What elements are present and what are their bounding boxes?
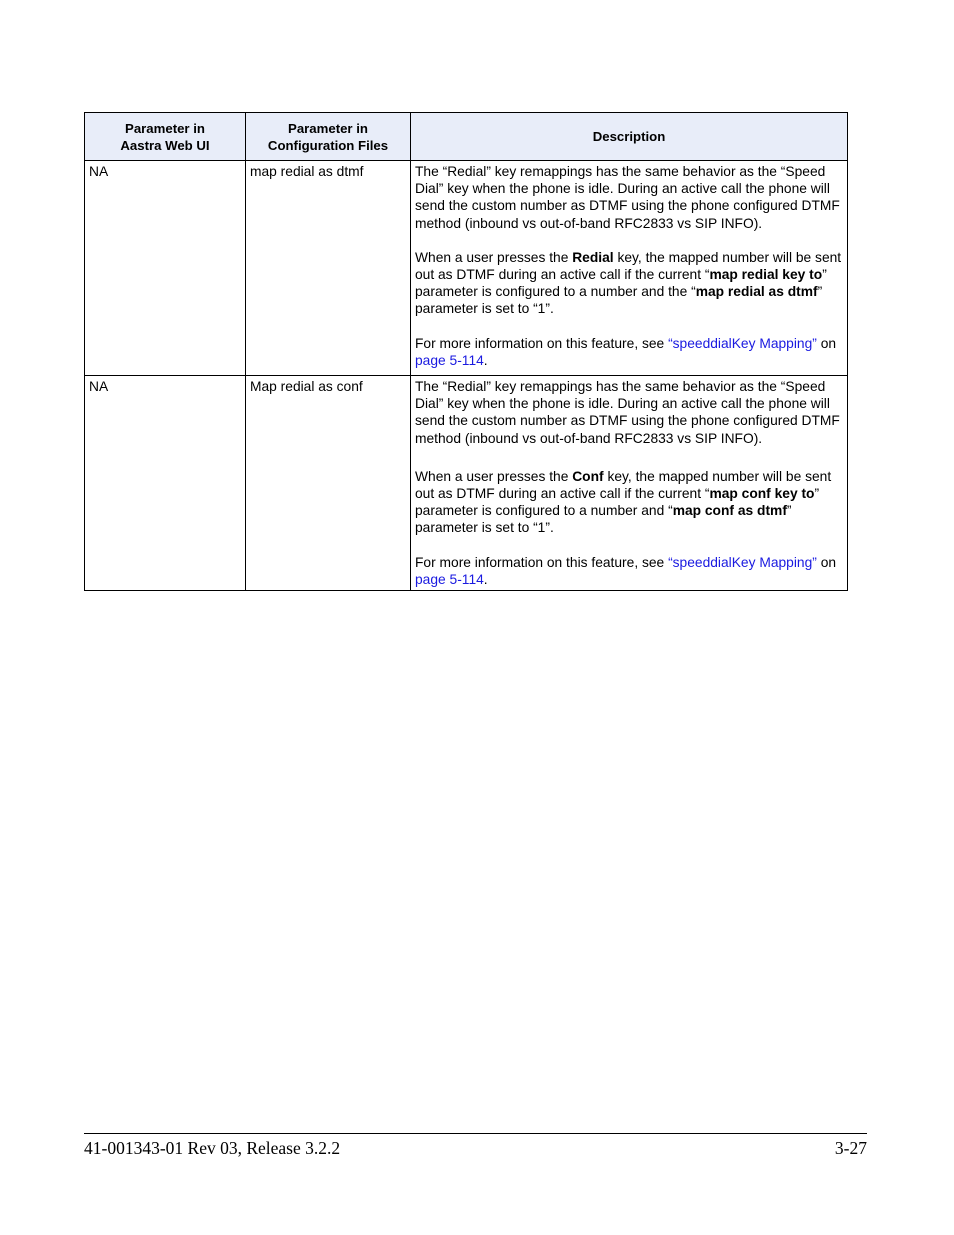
param-name: map redial key to [709,267,823,283]
text-run: key, the mapped number will be sent out as DTMF during an active call if the current “ [415,468,832,502]
param-name: map conf as dtmf [672,503,787,519]
description-paragraph [415,468,843,537]
header-description: Description [411,113,848,161]
table-row [85,161,848,376]
description-paragraph [415,249,843,318]
param-name: map conf key to [709,486,815,502]
header-config-line1: Parameter in [288,120,368,136]
cell-config-param: Map redial as conf [246,376,411,591]
text-run: ” parameter is configured to a number and the “ [415,267,827,300]
description-paragraph [415,335,843,369]
footer-divider [84,1133,867,1134]
text-run: . [483,352,488,368]
table-row [85,376,848,591]
header-config-files [246,113,411,161]
header-web-ui-line2: Aastra Web UI [120,137,210,153]
key-name: Conf [572,468,604,484]
text-run: key, the mapped number will be sent out as DTMF during an active call if the current “ [415,249,842,283]
cell-description [411,376,848,591]
cell-config-param: map redial as dtmf [246,161,411,376]
document-id: 41-001343-01 Rev 03, Release 3.2.2 [84,1138,341,1158]
text-run: When a user presses the [415,249,573,265]
text-run: When a user presses the [415,468,573,484]
cell-web-ui: NA [85,376,246,591]
text-run: on [816,335,837,351]
speeddial-mapping-link[interactable]: “speeddialKey Mapping” [668,554,817,570]
text-run: ” parameter is set to “1”. [415,503,792,536]
description-paragraph [415,554,843,588]
param-name: map redial as dtmf [695,284,818,300]
parameter-table [84,112,848,591]
cell-web-ui: NA [85,161,246,376]
text-run: ” parameter is set to “1”. [415,284,823,317]
description-paragraph: The “Redial” key remappings has the same behavior as the “Speed Dial” key when the phone is idle. During an active call the phone will send the custom number as DTMF using the phone configured DTMF method (inbound vs out-of-band RFC2833 vs SIP INFO). [415,164,840,231]
page-number: 3-27 [834,1138,867,1158]
text-run: For more information on this feature, see [415,335,669,351]
text-run: For more information on this feature, see [415,554,669,570]
key-name: Redial [572,249,614,265]
header-web-ui-line1: Parameter in [125,120,205,136]
page-reference-link[interactable]: page 5-114 [415,571,484,587]
header-config-line2: Configuration Files [267,137,389,153]
text-run: on [816,554,837,570]
speeddial-mapping-link[interactable]: “speeddialKey Mapping” [668,335,817,351]
description-paragraph: The “Redial” key remappings has the same behavior as the “Speed Dial” key when the phone is idle. During an active call the phone will send the custom number as DTMF using the phone configured DTMF method (inbound vs out-of-band RFC2833 vs SIP INFO). [415,379,840,446]
header-web-ui [85,113,246,161]
text-run: . [483,571,488,587]
cell-description [411,161,848,376]
text-run: ” parameter is configured to a number and “ [415,486,820,519]
table-header-row [85,113,848,161]
page-reference-link[interactable]: page 5-114 [415,352,484,368]
